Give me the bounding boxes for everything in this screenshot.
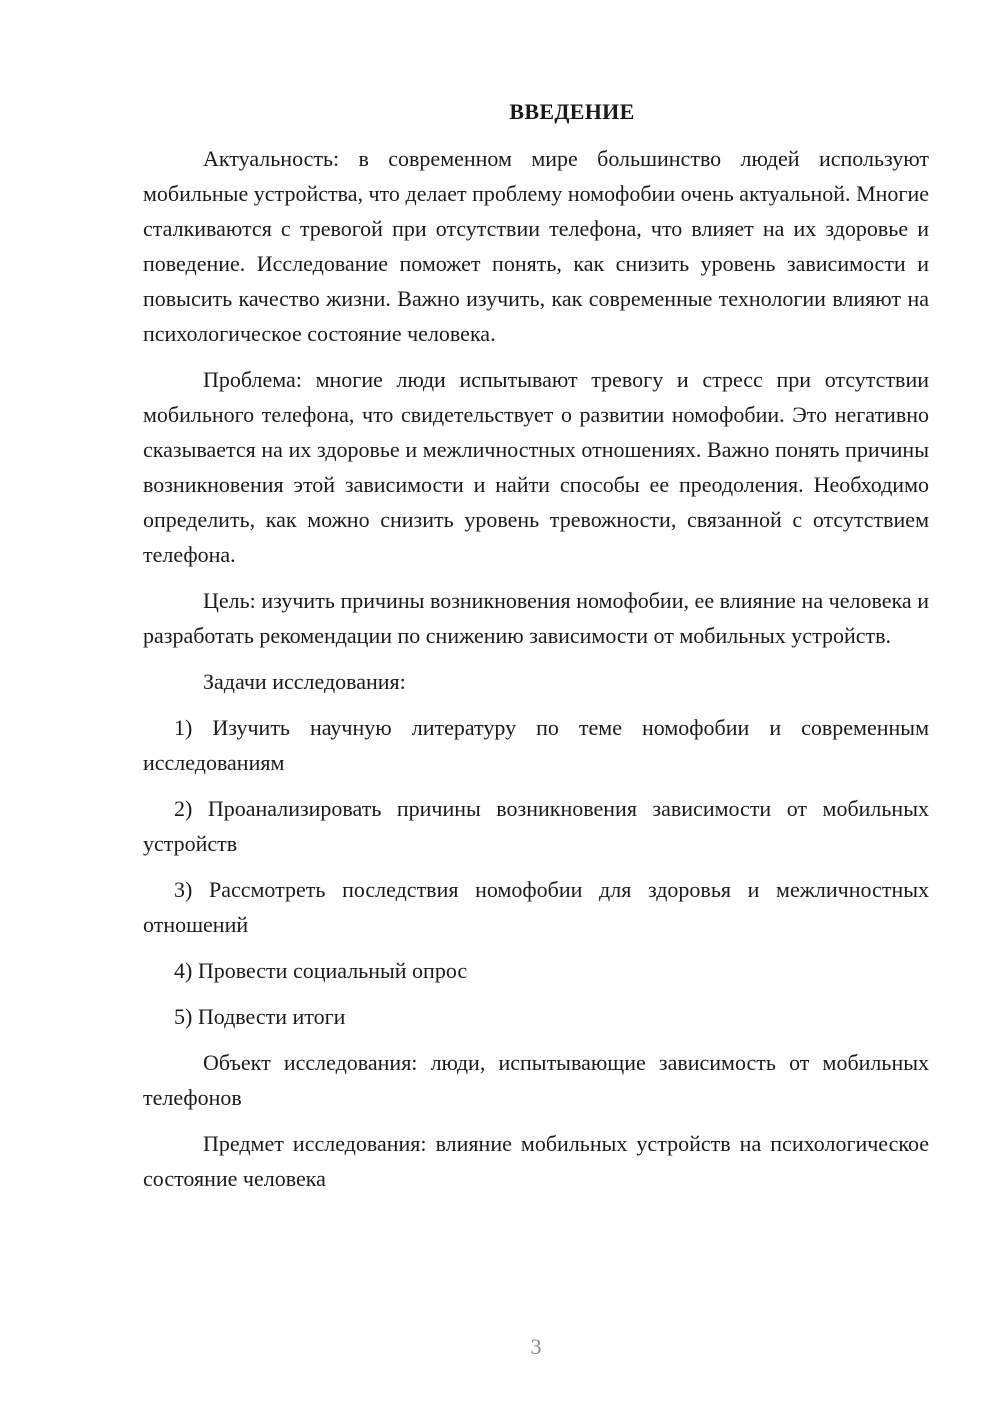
- page-title: ВВЕДЕНИЕ: [509, 99, 635, 124]
- document-body: [143, 94, 929, 1207]
- paragraph-object: Объект исследования: люди, испытывающие зависимость от мобильных телефонов: [143, 1050, 929, 1110]
- task-item-3: 3) Рассмотреть последствия номофобии для здоровья и межличностных отношений: [143, 877, 929, 937]
- task-item-5: 5) Подвести итоги: [174, 1004, 346, 1029]
- paragraph-subject: Предмет исследования: влияние мобильных устройств на психологическое состояние человека: [143, 1131, 929, 1191]
- paragraph-goal: Цель: изучить причины возникновения номофобии, ее влияние на человека и разработать рекомендации по снижению зависимости от мобильных устройств.: [143, 588, 929, 648]
- task-item-1: 1) Изучить научную литературу по теме номофобии и современным исследованиям: [143, 715, 929, 775]
- tasks-heading: Задачи исследования:: [203, 669, 406, 694]
- task-item-2: 2) Проанализировать причины возникновения зависимости от мобильных устройств: [143, 796, 929, 856]
- task-item-4: 4) Провести социальный опрос: [174, 958, 468, 983]
- paragraph-relevance: Актуальность: в современном мире большинство людей используют мобильные устройства, что делает проблему номофобии очень актуальной. Многие сталкиваются с тревогой при отсутствии телефона, что влияет на их здоровье и поведение. Исследование поможет понять, как снизить уровень зависимости и повысить качество жизни. Важно изучить, как современные технологии влияют на психологическое состояние человека.: [143, 146, 929, 346]
- paragraph-problem: Проблема: многие люди испытывают тревогу и стресс при отсутствии мобильного телефона, что свидетельствует о развитии номофобии. Это негативно сказывается на их здоровье и межличностных отношениях. Важно понять причины возникновения этой зависимости и найти способы ее преодоления. Необходимо определить, как можно снизить уровень тревожности, связанной с отсутствием телефона.: [143, 367, 929, 567]
- tasks-list: [143, 710, 929, 1034]
- page-number: 3: [530, 1334, 542, 1359]
